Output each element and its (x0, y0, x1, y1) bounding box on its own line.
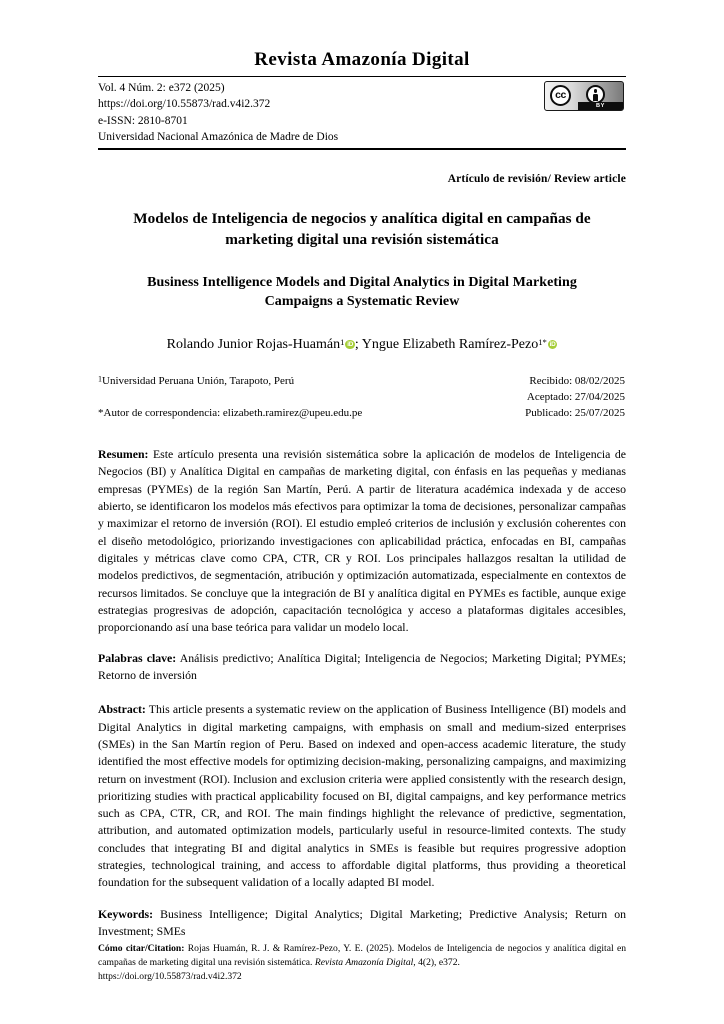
abstract-label: Abstract: (98, 702, 146, 717)
journal-doi-url[interactable]: https://doi.org/10.55873/rad.v4i2.372 (98, 98, 271, 111)
citation-block (98, 942, 626, 984)
by-label: BY (578, 102, 623, 110)
palabras-clave-label: Palabras clave: (98, 650, 177, 665)
citation-authors-title: Rojas Huamán, R. J. & Ramírez-Pezo, Y. E. (2025). Modelos de Inteligencia de negocios y analítica digital en campañas de marketing digital una revisión sistemática. (98, 943, 626, 968)
palabras-clave-section (98, 650, 626, 685)
author-separator: ; (354, 336, 362, 352)
corresponding-author: *Autor de correspondencia: elizabeth.ramirez@upeu.edu.pe (98, 406, 363, 419)
keywords-label: Keywords: (98, 906, 154, 921)
date-published: Publicado: 25/07/2025 (525, 406, 625, 419)
resumen-section (98, 446, 626, 637)
palabras-clave-text: Análisis predictivo; Analítica Digital; Inteligencia de Negocios; Marketing Digital; PYMEs; Retorno de inversión (98, 650, 626, 682)
affiliation-text: Universidad Peruana Unión, Tarapoto, Perú (102, 374, 295, 387)
publication-dates (525, 374, 625, 422)
page-content (98, 0, 626, 940)
orcid-icon-2[interactable]: iD (549, 340, 556, 348)
date-accepted: Aceptado: 27/04/2025 (526, 390, 625, 403)
article-title-es: Modelos de Inteligencia de negocios y analítica digital en campañas de marketing digital una revisión sistemática (133, 210, 591, 248)
author-list (98, 336, 626, 354)
citation-line (98, 942, 626, 970)
journal-publisher: Universidad Nacional Amazónica de Madre de Dios (98, 130, 339, 143)
person-body-shape (593, 94, 597, 101)
author-affil-marker-2: 1* (538, 336, 547, 347)
article-title-en: Business Intelligence Models and Digital Analytics in Digital Marketing Campaigns a Systematic Review (147, 274, 577, 310)
date-received: Recibido: 08/02/2025 (529, 374, 625, 387)
orcid-icon-1[interactable]: iD (347, 340, 354, 348)
journal-title: Revista Amazonía Digital (254, 49, 470, 70)
masthead-bottom-rule (98, 148, 626, 150)
resumen-label: Resumen: (98, 446, 149, 461)
affiliation-marker: 1 (98, 374, 102, 384)
keywords-section (98, 906, 626, 941)
affiliation-and-dates (98, 374, 626, 426)
person-head-shape (594, 89, 598, 93)
citation-volume-issue: , 4(2), e372. (413, 956, 460, 968)
abstract-text: This article presents a systematic review on the application of Business Intelligence (BI) models and Digital Analytics in digital marketing campaigns, with emphasis on small and medium-sized enterprises (SMEs) in the San Martín region of Peru. Based on indexed and open-access academic literature, the study identified the most effective models for optimizing decision-making, personalizing campaigns, and maximizing return on investment (ROI). Inclusion and exclusion criteria were applied consistently with the research design, prioritizing studies with practical applicability focused on BI, digital campaigns, and key performance metrics such as CPA, CTR, CR, and ROI. The main findings highlight the relevance of predictive, segmentation, attribution, and automated optimization models, particularly useful in resource-limited contexts. The study concludes that integrating BI and digital analytics in SMEs is feasible but requires progressive adoption strategies, technological training, and access to affordable digital platforms, thus providing a theoretical foundation for the subsequent validation of a locally adapted BI model. (98, 702, 626, 890)
abstract-section (98, 701, 626, 892)
creative-commons-by-badge[interactable] (544, 81, 624, 111)
journal-issue: Vol. 4 Núm. 2: e372 (2025) (98, 81, 225, 94)
cc-icon: cc (550, 85, 571, 106)
resumen-text: Este artículo presenta una revisión sistemática sobre la aplicación de modelos de Inteligencia de Negocios (BI) y Analítica Digital en campañas de marketing digital, con énfasis en las pequeñas y medianas empresas (PYMEs) de la región San Martín, Perú. A partir de literatura académica indexada y de acceso abierto, se identificaron los modelos más efectivos para optimizar la toma de decisiones, personalizar campañas y maximizar el retorno de inversión (ROI). El estudio empleó criterios de inclusión y exclusión coherentes con el diseño metodológico, priorizando investigaciones con aplicabilidad práctica, enfocadas en BI, campañas digitales y métricas clave como CPA, CTR, CR y ROI. Los principales hallazgos resaltan la utilidad de modelos predictivos, de segmentación, atribución y optimización automatizada, especialmente en contextos de recursos limitados. Se concluye que la integración de BI y analítica digital en PYMEs es factible, aunque exige estrategias progresivas de adopción, capacitación tecnológica y acceso a plataformas digitales accesibles, proporcionando así una base teórica para validar un modelo local. (98, 446, 626, 635)
masthead-body (98, 77, 626, 147)
author-name-2: Yngue Elizabeth Ramírez-Pezo (361, 336, 539, 352)
author-affil-marker-1: 1 (340, 336, 345, 347)
journal-meta-lines (98, 80, 498, 145)
citation-journal-name: Revista Amazonía Digital (314, 956, 414, 968)
author-name-1: Rolando Junior Rojas-Huamán (166, 336, 341, 352)
journal-eissn: e-ISSN: 2810-8701 (98, 114, 188, 127)
article-type-label: Artículo de revisión/ Review article (447, 173, 626, 186)
keywords-text: Business Intelligence; Digital Analytics; Digital Marketing; Predictive Analysis; Return on Investment; SMEs (98, 906, 626, 939)
citation-label: Cómo citar/Citation: (98, 943, 185, 954)
citation-doi[interactable]: https://doi.org/10.55873/rad.v4i2.372 (98, 970, 242, 982)
